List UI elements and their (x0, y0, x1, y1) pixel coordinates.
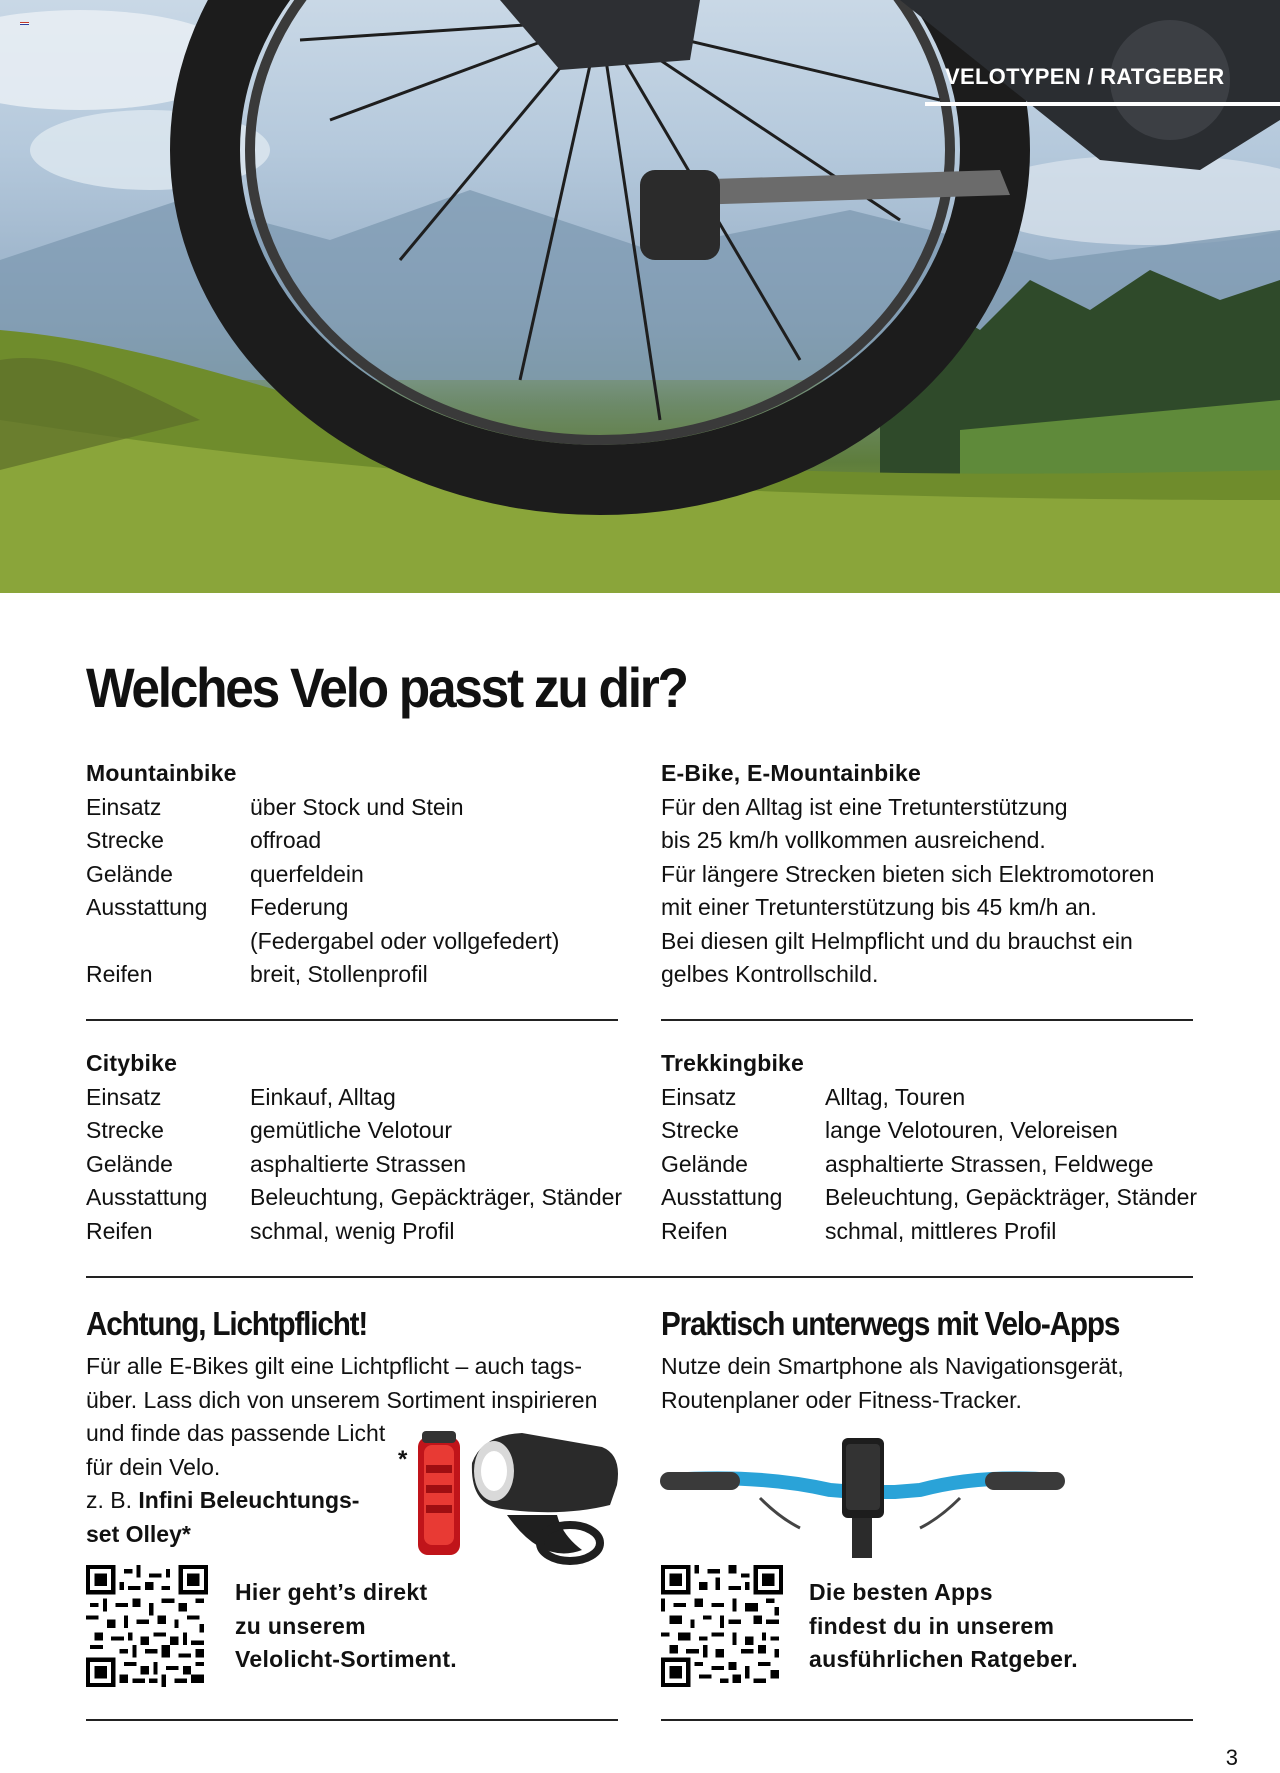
example-prefix: z. B. (86, 1487, 133, 1513)
trekkingbike-block (661, 1047, 1221, 1248)
row-key: Gelände (661, 1150, 748, 1177)
text-line: Routenplaner oder Fitness-Tracker. (661, 1386, 1022, 1413)
caption-line: Velolicht-Sortiment. (235, 1646, 457, 1672)
qr-code-velolicht[interactable] (86, 1565, 208, 1687)
row-value: Beleuchtung, Gepäckträger, Ständer (825, 1184, 1198, 1210)
block-title: E-Bike, E-Mountainbike (661, 760, 921, 786)
qr-code-apps[interactable] (661, 1565, 783, 1687)
row-key: Reifen (86, 961, 153, 987)
divider (86, 1019, 618, 1021)
row-key: Gelände (86, 860, 173, 887)
mountainbike-block (86, 757, 616, 992)
flag-icon (20, 22, 29, 27)
row-value: schmal, mittleres Profil (825, 1217, 1057, 1244)
caption-line: ausführlichen Ratgeber. (809, 1646, 1078, 1672)
lichtpflicht-title: Achtung, Lichtpflicht! (86, 1305, 368, 1342)
product-name-cont: set Olley* (86, 1520, 191, 1547)
divider (86, 1719, 618, 1721)
row-key: Reifen (86, 1217, 153, 1244)
asterisk: * (398, 1446, 408, 1473)
caption-line: findest du in unserem (809, 1612, 1055, 1639)
row-key: Ausstattung (86, 1184, 208, 1210)
caption-line: Die besten Apps (809, 1579, 993, 1605)
row-value: Federung (250, 894, 349, 920)
divider (661, 1719, 1193, 1721)
citybike-block (86, 1047, 626, 1248)
row-value: über Stock und Stein (250, 793, 464, 820)
handlebar-phone-image (660, 1428, 1065, 1563)
row-key: Einsatz (86, 1083, 162, 1110)
row-key: Ausstattung (661, 1184, 783, 1210)
text-line: und finde das passende Licht (86, 1420, 386, 1446)
qr-caption-apps (809, 1576, 1078, 1677)
text-line: bis 25 km/h vollkommen ausreichend. (661, 827, 1046, 853)
text-line: Nutze dein Smartphone als Navigationsgerät, (661, 1353, 1124, 1379)
row-key: Einsatz (86, 793, 162, 820)
row-value: gemütliche Velotour (250, 1117, 453, 1143)
text-line: gelbes Kontrollschild. (661, 961, 879, 987)
row-key (86, 925, 250, 959)
text-line: Für alle E-Bikes gilt eine Lichtpflicht – auch tags- (86, 1353, 583, 1379)
row-key: Gelände (86, 1150, 173, 1177)
page-number: 3 (1225, 1745, 1238, 1770)
row-key: Strecke (661, 1117, 739, 1143)
row-value: offroad (250, 827, 322, 853)
apps-text (661, 1350, 1221, 1417)
row-value: querfeldein (250, 860, 364, 887)
apps-title: Praktisch unterwegs mit Velo-Apps (661, 1305, 1120, 1342)
block-title: Trekkingbike (661, 1050, 805, 1076)
block-title: Mountainbike (86, 760, 237, 786)
row-value: schmal, wenig Profil (250, 1217, 455, 1244)
row-value: Beleuchtung, Gepäckträger, Ständer (250, 1184, 623, 1210)
divider (86, 1276, 1193, 1278)
section-tag (925, 60, 1280, 106)
text-line: mit einer Tretunterstützung bis 45 km/h an. (661, 894, 1097, 920)
text-line: über. Lass dich von unserem Sortiment inspirieren (86, 1386, 598, 1413)
row-value: lange Velotouren, Veloreisen (825, 1117, 1118, 1143)
row-key: Einsatz (661, 1083, 737, 1110)
page-title: Welches Velo passt zu dir? (86, 656, 687, 719)
row-value: asphaltierte Strassen, Feldwege (825, 1150, 1154, 1177)
text-line: Für den Alltag ist eine Tretunterstützung (661, 793, 1068, 820)
text-line: Für längere Strecken bieten sich Elektromotoren (661, 860, 1155, 887)
text-line: Bei diesen gilt Helmpflicht und du brauchst ein (661, 927, 1133, 954)
text-line: für dein Velo. (86, 1453, 221, 1480)
row-value: (Federgabel oder vollgefedert) (250, 927, 560, 954)
row-key: Strecke (86, 827, 164, 853)
caption-line: zu unserem (235, 1612, 366, 1639)
ebike-block (661, 757, 1201, 992)
row-value: asphaltierte Strassen (250, 1150, 467, 1177)
row-value: Einkauf, Alltag (250, 1083, 396, 1110)
hero-image (0, 0, 1280, 593)
row-value: Alltag, Touren (825, 1083, 966, 1110)
caption-line: Hier geht’s direkt (235, 1579, 428, 1605)
qr-caption-velolicht (235, 1576, 457, 1677)
row-key: Strecke (86, 1117, 164, 1143)
divider (661, 1019, 1193, 1021)
block-title: Citybike (86, 1050, 178, 1076)
product-name: Infini Beleuchtungs- (138, 1487, 360, 1513)
bike-light-set-image (412, 1425, 622, 1570)
row-key: Reifen (661, 1217, 728, 1244)
section-underline (925, 102, 1280, 106)
row-key: Ausstattung (86, 894, 208, 920)
row-value: breit, Stollenprofil (250, 961, 428, 987)
section-label: VELOTYPEN / RATGEBER (945, 64, 1225, 89)
